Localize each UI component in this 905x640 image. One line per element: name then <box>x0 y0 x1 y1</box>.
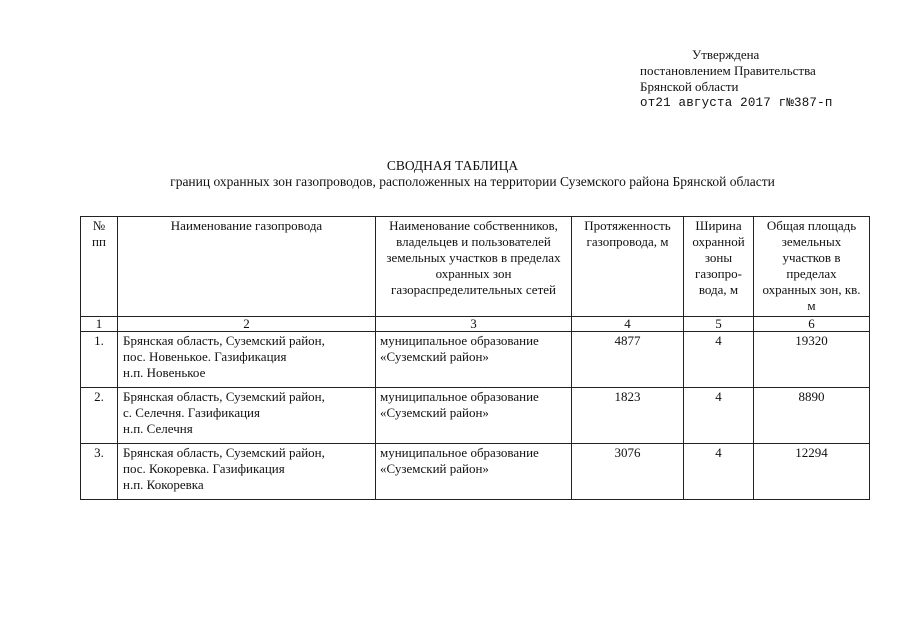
owner-line: муниципальное образование <box>380 389 539 404</box>
length-value: 3076 <box>572 444 684 500</box>
document-title: СВОДНАЯ ТАБЛИЦА <box>386 158 519 173</box>
header-zone-width: Ширина охранной зоны газопро-вода, м <box>684 217 754 317</box>
pipeline-name-line: н.п. Кокоревка <box>123 477 204 492</box>
column-number: 5 <box>684 317 754 332</box>
document-title-block <box>0 158 905 190</box>
length-value: 1823 <box>572 388 684 444</box>
header-length: Протяженность газопровода, м <box>572 217 684 317</box>
approval-date-number: от21 августа 2017 г№387-п <box>640 96 833 110</box>
column-number: 4 <box>572 317 684 332</box>
column-number-row <box>81 317 870 332</box>
approval-stamp <box>640 47 833 111</box>
row-number: 3. <box>81 444 118 500</box>
pipeline-name-line: н.п. Селечня <box>123 421 193 436</box>
owner-line: муниципальное образование <box>380 445 539 460</box>
summary-table <box>80 216 870 500</box>
total-area-value: 12294 <box>754 444 870 500</box>
total-area-value: 19320 <box>754 332 870 388</box>
pipeline-name-cell <box>118 388 376 444</box>
column-number: 6 <box>754 317 870 332</box>
column-number: 3 <box>376 317 572 332</box>
approval-line-region: Брянской области <box>640 79 739 94</box>
approval-line-approved: Утверждена <box>692 47 760 62</box>
pipeline-name-line: пос. Кокоревка. Газификация <box>123 461 285 476</box>
zone-width-value: 4 <box>684 332 754 388</box>
total-area-value: 8890 <box>754 388 870 444</box>
owner-cell <box>376 332 572 388</box>
document-subtitle: границ охранных зон газопроводов, расположенных на территории Суземского района Брянской области <box>170 174 775 189</box>
table-row <box>81 444 870 500</box>
owner-cell <box>376 388 572 444</box>
owner-line: муниципальное образование <box>380 333 539 348</box>
pipeline-name-cell <box>118 332 376 388</box>
header-pipeline-name: Наименование газопровода <box>118 217 376 317</box>
pipeline-name-line: Брянская область, Суземский район, <box>123 445 325 460</box>
length-value: 4877 <box>572 332 684 388</box>
header-total-area: Общая площадь земельных участков в пределах охранных зон, кв. м <box>754 217 870 317</box>
pipeline-name-line: н.п. Новенькое <box>123 365 206 380</box>
pipeline-name-line: Брянская область, Суземский район, <box>123 389 325 404</box>
row-number: 1. <box>81 332 118 388</box>
row-number: 2. <box>81 388 118 444</box>
owner-line: «Суземский район» <box>380 349 489 364</box>
pipeline-name-cell <box>118 444 376 500</box>
table-row <box>81 388 870 444</box>
table-row <box>81 332 870 388</box>
pipeline-name-line: пос. Новенькое. Газификация <box>123 349 287 364</box>
table-header-row <box>81 217 870 317</box>
pipeline-name-line: с. Селечня. Газификация <box>123 405 260 420</box>
owner-line: «Суземский район» <box>380 405 489 420</box>
header-owners: Наименование собственников, владельцев и пользователей земельных участков в пределах охранных зон газораспределительных сетей <box>376 217 572 317</box>
zone-width-value: 4 <box>684 388 754 444</box>
zone-width-value: 4 <box>684 444 754 500</box>
header-number: № пп <box>81 217 118 317</box>
approval-line-decree: постановлением Правительства <box>640 63 816 78</box>
column-number: 1 <box>81 317 118 332</box>
owner-line: «Суземский район» <box>380 461 489 476</box>
column-number: 2 <box>118 317 376 332</box>
pipeline-name-line: Брянская область, Суземский район, <box>123 333 325 348</box>
owner-cell <box>376 444 572 500</box>
